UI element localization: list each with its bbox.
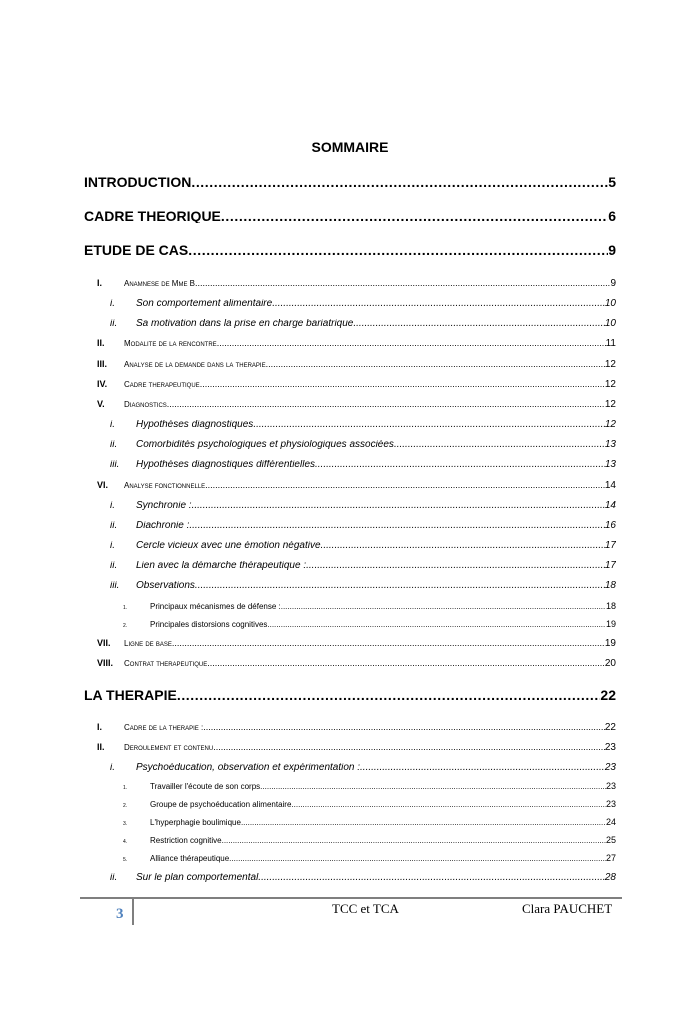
dot-leader: [191, 175, 608, 189]
toc-entry[interactable]: [84, 836, 616, 845]
toc-number: VII.: [97, 639, 111, 648]
dot-leader: [195, 279, 610, 288]
toc-page: 14: [604, 501, 616, 511]
toc-label: Sur le plan comportemental: [136, 873, 259, 883]
toc-label: Modalite de la rencontre: [124, 339, 217, 348]
toc-entry[interactable]: [84, 602, 616, 611]
toc-entry[interactable]: [84, 400, 616, 410]
footer-course: TCC et TCA: [332, 901, 399, 916]
toc-page: 17: [604, 561, 616, 571]
dot-leader: [353, 319, 605, 329]
dot-leader: [394, 440, 605, 450]
toc-number: III.: [97, 360, 108, 369]
toc-label: L'hyperphagie boulimique: [150, 818, 241, 827]
toc-page: 19: [604, 639, 616, 649]
toc-label: INTRODUCTION: [84, 175, 192, 189]
toc-page: 14: [604, 481, 616, 491]
dot-leader: [188, 243, 608, 257]
footer-author: Clara PAUCHET: [522, 901, 613, 916]
toc-label: Groupe de psychoéducation alimentaire: [150, 800, 292, 809]
toc-label: Lien avec la démarche thérapeutique :: [136, 561, 307, 571]
dot-leader: [195, 581, 605, 591]
toc-label: Analyse fonctionnelle: [124, 481, 206, 490]
toc-number: i.: [110, 299, 115, 309]
toc-number: ii.: [110, 561, 118, 571]
toc-number: 2.: [123, 803, 128, 809]
toc-number: ii.: [110, 319, 118, 329]
toc-label: Diagnostics: [124, 400, 167, 409]
toc-entry-introduction[interactable]: [84, 175, 616, 189]
toc-entry[interactable]: [84, 818, 616, 827]
toc-number: I.: [97, 723, 103, 732]
toc-label: Alliance thérapeutique: [150, 854, 230, 863]
toc-page: 16: [604, 521, 616, 531]
toc-page: 6: [608, 209, 616, 223]
toc-page: 22: [604, 723, 616, 733]
toc-number: 1.: [123, 785, 128, 791]
toc-entry-cadre-theorique[interactable]: [84, 209, 616, 223]
toc-label: Deroulement et contenu: [124, 743, 214, 752]
toc-entry[interactable]: [84, 561, 616, 571]
toc-entry[interactable]: [84, 541, 616, 551]
toc-page: 18: [604, 581, 616, 591]
toc-entry[interactable]: [84, 782, 616, 791]
toc-page: 5: [608, 175, 616, 189]
toc-number: I.: [97, 279, 103, 288]
toc-label: Psychoéducation, observation et expérimentation :: [136, 763, 361, 773]
dot-leader: [291, 801, 606, 809]
toc-label: Ligne de base: [124, 639, 172, 648]
toc-entry[interactable]: [84, 854, 616, 863]
dot-leader: [189, 521, 605, 531]
toc-number: ii.: [110, 873, 118, 883]
toc-number: ii.: [110, 440, 118, 450]
toc-number: 2.: [123, 623, 128, 629]
toc-entry[interactable]: [84, 521, 616, 531]
toc-entry[interactable]: [84, 743, 616, 753]
toc-page: 12: [604, 400, 616, 410]
toc-page: 13: [604, 440, 616, 450]
dot-leader: [205, 481, 605, 490]
toc-label: Travailler l'écoute de son corps: [150, 782, 261, 791]
toc-entry[interactable]: [84, 299, 616, 309]
toc-label: Hypothèses diagnostiques: [136, 420, 254, 430]
footer-page-number: 3: [116, 906, 124, 922]
dot-leader: [281, 603, 606, 611]
toc-page: 13: [604, 460, 616, 470]
toc-number: 3.: [123, 821, 128, 827]
toc-page: 9: [608, 243, 616, 257]
toc-page: 22: [600, 688, 616, 702]
toc-entry-la-therapie[interactable]: [84, 688, 616, 702]
toc-page: 23: [605, 782, 616, 791]
toc-page: 17: [604, 541, 616, 551]
toc-page: 25: [605, 836, 616, 845]
dot-leader: [203, 723, 605, 732]
toc-label: Hypothèses diagnostiques différentielles: [136, 460, 315, 470]
toc-entry[interactable]: [84, 481, 616, 491]
toc-entry[interactable]: [84, 501, 616, 511]
toc-page: 27: [605, 854, 616, 863]
toc-label: ETUDE DE CAS: [84, 243, 189, 257]
toc-number: iii.: [110, 460, 120, 470]
toc-page: 28: [604, 873, 616, 883]
toc-label: Observations: [136, 581, 195, 591]
dot-leader: [200, 380, 605, 389]
toc-number: VIII.: [97, 659, 114, 668]
toc-page: 18: [605, 602, 616, 611]
toc-entry[interactable]: [84, 360, 616, 370]
dot-leader: [217, 339, 606, 348]
footer-vertical-divider: [132, 899, 134, 925]
toc-label: Anamnese de Mme B: [124, 279, 196, 288]
toc-page: 23: [605, 800, 616, 809]
toc-number: i.: [110, 541, 115, 551]
toc-entry[interactable]: [84, 620, 616, 629]
toc-entry[interactable]: [84, 639, 616, 649]
toc-entry-etude-de-cas[interactable]: [84, 243, 616, 257]
toc-number: II.: [97, 339, 105, 348]
dot-leader: [213, 743, 605, 752]
toc-label: Cadre therapeutique: [124, 380, 200, 389]
toc-number: i.: [110, 763, 115, 773]
dot-leader: [229, 855, 606, 863]
dot-leader: [272, 299, 605, 309]
toc-label: Son comportement alimentaire: [136, 299, 273, 309]
footer-divider: [80, 897, 622, 899]
toc-label: Restriction cognitive: [150, 836, 222, 845]
dot-leader: [167, 400, 605, 409]
toc-page: 20: [604, 659, 616, 669]
page-title: SOMMAIRE: [311, 139, 389, 155]
toc-page: 9: [610, 279, 616, 289]
toc-page: 23: [604, 763, 616, 773]
toc-entry[interactable]: [84, 380, 616, 390]
toc-page: 11: [605, 339, 616, 349]
toc-label: Sa motivation dans la prise en charge bariatrique: [136, 319, 354, 329]
toc-label: Principales distorsions cognitives: [150, 620, 268, 629]
toc-number: 4.: [123, 839, 128, 845]
toc-entry[interactable]: [84, 873, 616, 883]
toc-label: LA THERAPIE: [84, 688, 177, 702]
toc-number: 1.: [123, 605, 128, 611]
toc-entry[interactable]: [84, 763, 616, 773]
toc-entry[interactable]: [84, 460, 616, 470]
dot-leader: [253, 420, 605, 430]
toc-label: Synchronie :: [136, 501, 192, 511]
toc-number: IV.: [97, 380, 108, 389]
dot-leader: [177, 688, 601, 702]
dot-leader: [266, 360, 605, 369]
toc-number: i.: [110, 420, 115, 430]
toc-entry[interactable]: [84, 723, 616, 733]
toc-label: Contrat therapeutique: [124, 659, 208, 668]
toc-page: 10: [604, 319, 616, 329]
toc-label: Cercle vicieux avec une émotion négative: [136, 541, 321, 551]
toc-page: 12: [604, 420, 616, 430]
toc-entry[interactable]: [84, 420, 616, 430]
toc-entry[interactable]: [84, 581, 616, 591]
toc-label: Diachronie :: [136, 521, 190, 531]
toc-label: Comorbidités psychologiques et physiologiques associées: [136, 440, 394, 450]
toc-number: 5.: [123, 857, 128, 863]
dot-leader: [360, 763, 605, 773]
dot-leader: [321, 541, 605, 551]
toc-entry[interactable]: [84, 440, 616, 450]
toc-entry[interactable]: [84, 339, 616, 349]
toc-number: i.: [110, 501, 115, 511]
toc-page: 12: [604, 360, 616, 370]
toc-page: 19: [605, 620, 616, 629]
toc-page: 24: [605, 818, 616, 827]
toc-label: CADRE THEORIQUE: [84, 209, 221, 223]
toc-entry[interactable]: [84, 800, 616, 809]
toc-number: VI.: [97, 481, 109, 490]
toc-entry[interactable]: [84, 659, 616, 669]
dot-leader: [260, 783, 606, 791]
dot-leader: [172, 639, 605, 648]
toc-page: 10: [604, 299, 616, 309]
toc-number: II.: [97, 743, 105, 752]
toc-label: Cadre de la therapie :: [124, 723, 204, 732]
dot-leader: [192, 501, 605, 511]
toc-page: 12: [604, 380, 616, 390]
toc-label: Principaux mécanismes de défense :: [150, 602, 281, 611]
toc-page: 23: [604, 743, 616, 753]
toc-entry[interactable]: [84, 319, 616, 329]
toc-number: V.: [97, 400, 105, 409]
dot-leader: [221, 209, 608, 223]
dot-leader: [315, 460, 605, 470]
dot-leader: [267, 621, 606, 629]
toc-number: iii.: [110, 581, 120, 591]
dot-leader: [241, 819, 606, 827]
dot-leader: [306, 561, 605, 571]
dot-leader: [207, 659, 605, 668]
dot-leader: [222, 837, 606, 845]
dot-leader: [258, 873, 605, 883]
toc-label: Analyse de la demande dans la therapie: [124, 360, 266, 369]
toc-number: ii.: [110, 521, 118, 531]
toc-entry[interactable]: [84, 279, 616, 289]
